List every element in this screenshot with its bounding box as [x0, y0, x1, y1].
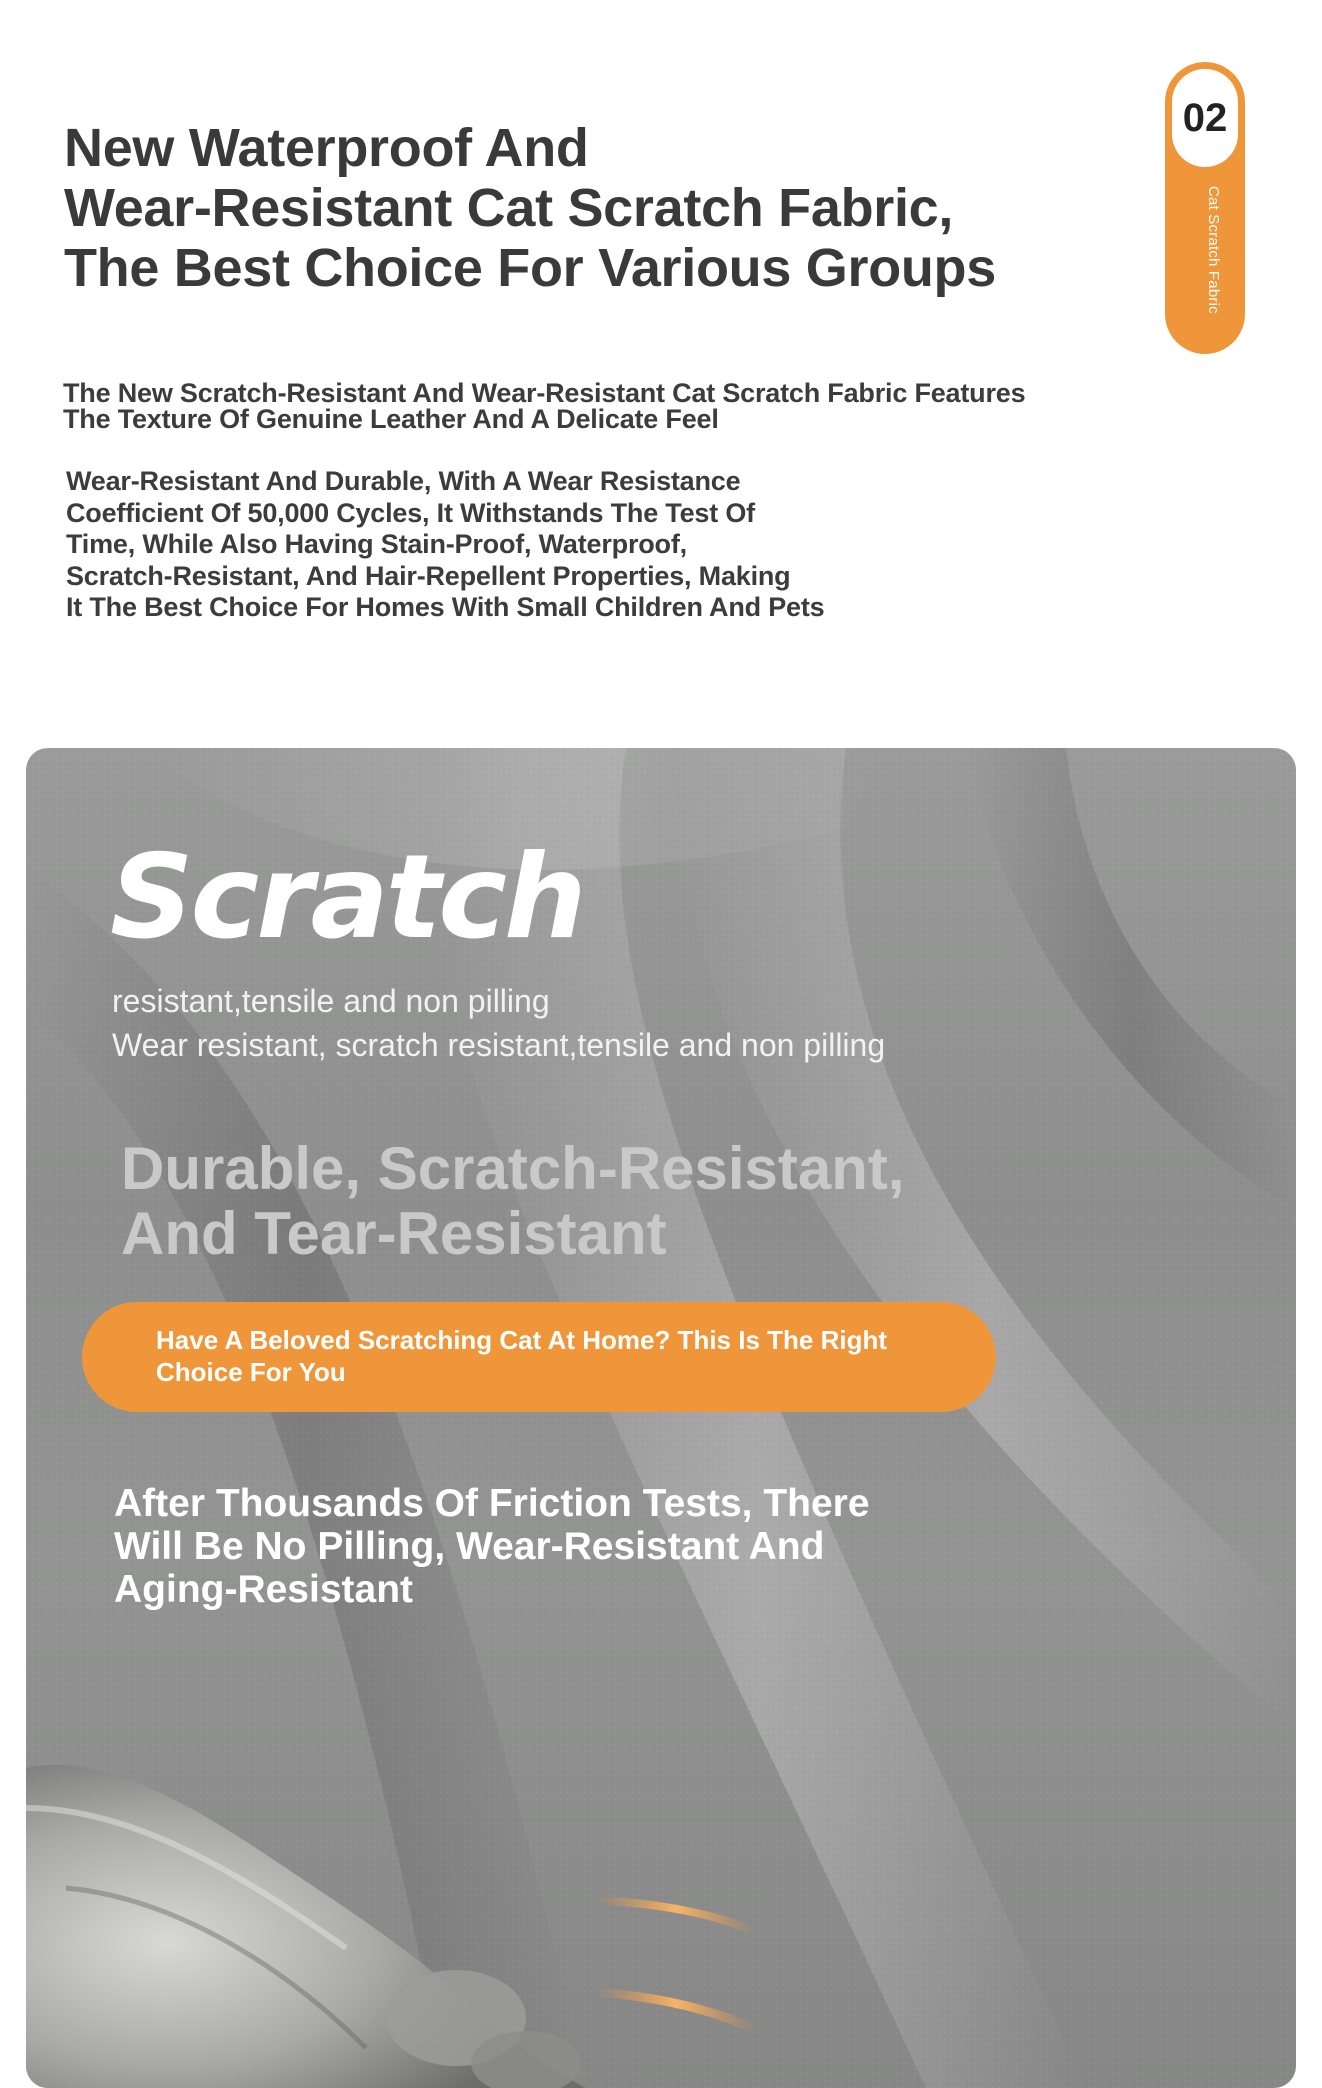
- scratch-subtitle-2: Wear resistant, scratch resistant,tensile and non pilling: [112, 1027, 886, 1063]
- scratch-title: Scratch: [110, 830, 584, 965]
- detail-text: Wear-Resistant And Durable, With A Wear Resistance Coefficient Of 50,000 Cycles, It Withstands The Test Of Time, While Also Having Stain-Proof, Waterproof, Scratch-Resistant, And Hair-Repellent Properties, Making It The Best Choice For Homes With Small Children And Pets: [66, 466, 825, 622]
- intro-text: The New Scratch-Resistant And Wear-Resistant Cat Scratch Fabric Features The Texture Of Genuine Leather And A Delicate Feel: [63, 378, 1026, 434]
- durable-heading: Durable, Scratch-Resistant, And Tear-Resistant: [121, 1135, 905, 1267]
- section-number: 02: [1172, 69, 1238, 167]
- friction-test-text: After Thousands Of Friction Tests, There Will Be No Pilling, Wear-Resistant And Aging-Resistant: [114, 1482, 870, 1611]
- page-headline: New Waterproof And Wear-Resistant Cat Scratch Fabric, The Best Choice For Various Groups: [64, 118, 996, 298]
- fabric-feature-card: [26, 748, 1296, 2088]
- section-label: Cat Scratch Fabric: [1205, 186, 1222, 314]
- cta-banner[interactable]: Have A Beloved Scratching Cat At Home? This Is The Right Choice For You: [82, 1302, 996, 1412]
- scratch-subtitle-1: resistant,tensile and non pilling: [112, 983, 550, 1019]
- cat-paw-scratching-icon: [26, 1688, 926, 2088]
